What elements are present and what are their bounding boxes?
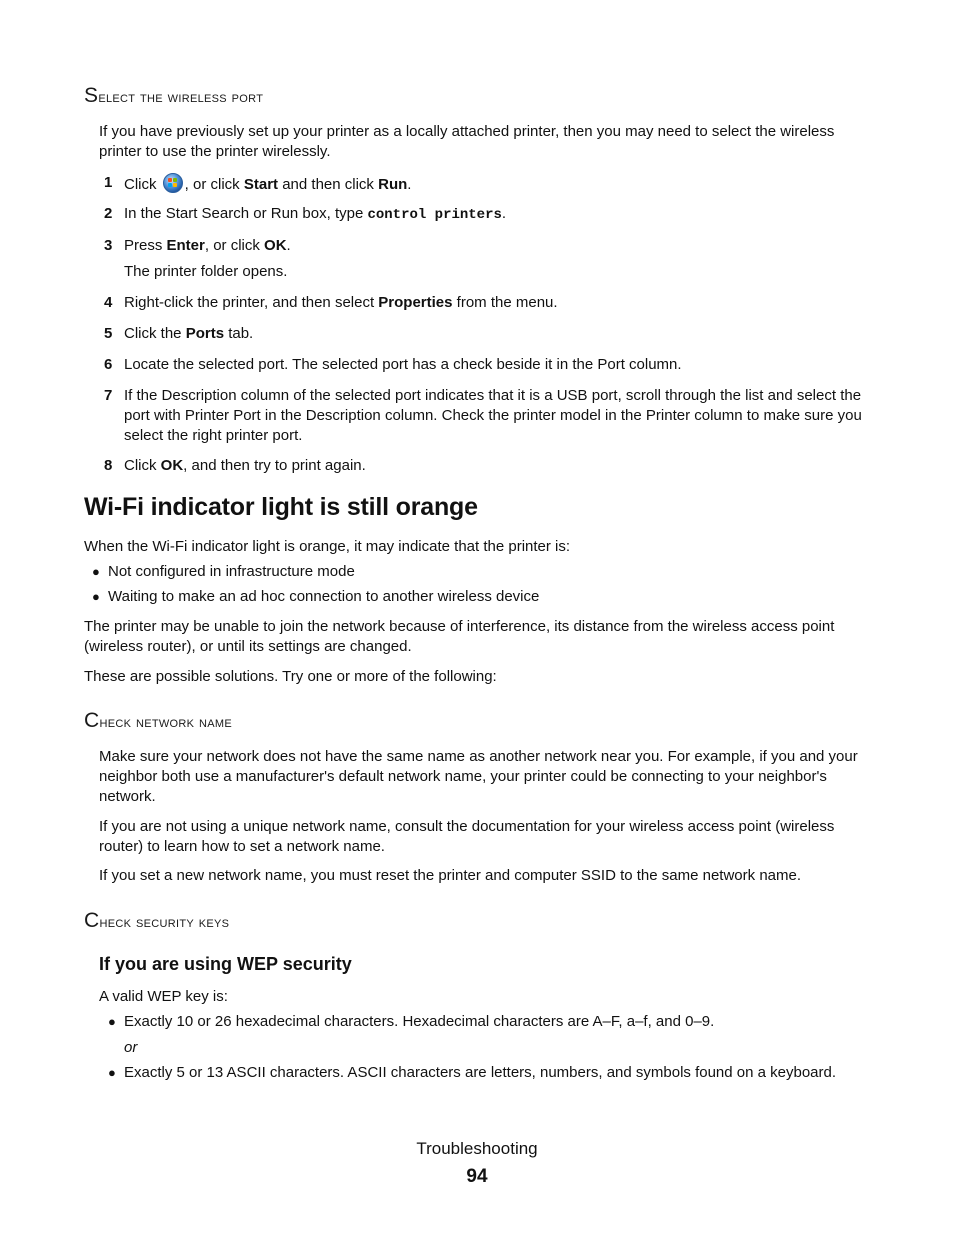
bullet-dot: ●: [108, 1014, 116, 1029]
step-text: Press Enter, or click OK.: [124, 237, 291, 254]
step-number: 8: [104, 457, 113, 474]
wifi-para-2: These are possible solutions. Try one or more of the following:: [84, 668, 497, 685]
step-text: Locate the selected port. The selected port has a check beside it in the Port column.: [124, 356, 682, 373]
subheading-wep-security: If you are using WEP security: [99, 954, 352, 974]
bullet-dot: ●: [108, 1065, 116, 1080]
step-number: 3: [104, 237, 113, 254]
step-text: In the Start Search or Run box, type control printers.: [124, 205, 507, 223]
windows-start-orb-icon: [163, 173, 183, 193]
section-heading-check-security-keys: Check security keys: [84, 909, 230, 932]
step-number: 5: [104, 325, 113, 342]
step-text: If the Description column of the selected port indicates that it is a USB port, scroll through the list and select the port with Printer Port in the Description column. Check the printer model in the Printer column to make sure you select the right printer port.: [124, 387, 862, 444]
section-heading-check-network-name: Check network name: [84, 709, 233, 732]
step-text: Click the Ports tab.: [124, 325, 254, 342]
step-number: 2: [104, 205, 113, 222]
document-page: Select the wireless port If you have previously set up your printer as a locally attached printer, then you may need to select the wireless printer to use the printer wirelessly. 1 Click , or click Start and then click Run. 2 In the Start Search or Run box, type control printers. 3 Press Enter, or click OK. The printer folder opens. 4 Right-click the printer, and then select Properties from the menu. 5 Click the Ports tab. 6 Locate the selected port. The selected port has a check beside it in the Port column. 7 If the Description column of the selected port indicates that it is a USB port, scroll through the list and select the port with Printer Port in the Description column. Check the printer model in the Printer column to make sure you select the right printer port. 8 Click OK, and then try to print again. Wi-Fi indicator light is still orange When the Wi-Fi indicator light is orange, it may indicate that the printer is: ● Not configured in infrastructure mode ● Waiting to make an ad hoc connection to another wireless device The printer may be unable to join the network because of interference, its distance from the wireless access point (wireless router), or until its settings are changed. These are possible solutions. Try one or more of the following: Check network name Make sure your network does not have the same name as another network near you. For example, if you and your neighbor both use a manufacturer's default network name, your printer could be connecting to your neighbor's network. If you are not using a unique network name, consult the documentation for your wireless access point (wireless router) to learn how to set a network name. If you set a new network name, you must reset the printer and computer SSID to the same network name. Check security keys If you are using WEP security A valid WEP key is: ● Exactly 10 or 26 hexadecimal characters. Hexadecimal characters are A–F, a–f, and 0–9. or ● Exactly 5 or 13 ASCII characters. ASCII characters are letters, numbers, and symbols found on a keyboard. Troubleshooting 94: [0, 0, 954, 1235]
step-number: 4: [104, 294, 113, 311]
bullet-dot: ●: [92, 564, 100, 579]
select-port-intro: If you have previously set up your printer as a locally attached printer, then you may need to select the wireless printer to use the printer wirelessly.: [99, 123, 835, 160]
page-title-wifi-indicator: Wi-Fi indicator light is still orange: [84, 493, 478, 521]
step-number: 1: [104, 174, 113, 191]
network-name-para-3: If you set a new network name, you must reset the printer and computer SSID to the same network name.: [99, 867, 802, 884]
network-name-para-1: Make sure your network does not have the same name as another network near you. For example, if you and your neighbor both use a manufacturer's default network name, your printer could be connecting to your neighbor's network.: [99, 748, 858, 805]
step-text: Click , or click Start and then click Run.: [124, 173, 874, 195]
wifi-para-1: The printer may be unable to join the network because of interference, its distance from the wireless access point (wireless router), or until its settings are changed.: [84, 618, 835, 655]
step-number: 6: [104, 356, 113, 373]
command-code: control printers: [367, 207, 502, 223]
step-text: Click OK, and then try to print again.: [124, 457, 366, 474]
step-text: Right-click the printer, and then select Properties from the menu.: [124, 294, 558, 311]
wep-intro: A valid WEP key is:: [99, 988, 228, 1005]
bullet-dot: ●: [92, 589, 100, 604]
page-number: 94: [466, 1166, 488, 1187]
network-name-para-2: If you are not using a unique network name, consult the documentation for your wireless access point (wireless router) to learn how to set a network name.: [99, 818, 835, 855]
wifi-intro: When the Wi-Fi indicator light is orange, it may indicate that the printer is:: [84, 538, 571, 555]
step-number: 7: [104, 387, 113, 404]
section-heading-select-wireless-port: Select the wireless port: [84, 84, 264, 107]
footer-section-name: Troubleshooting: [416, 1139, 538, 1158]
